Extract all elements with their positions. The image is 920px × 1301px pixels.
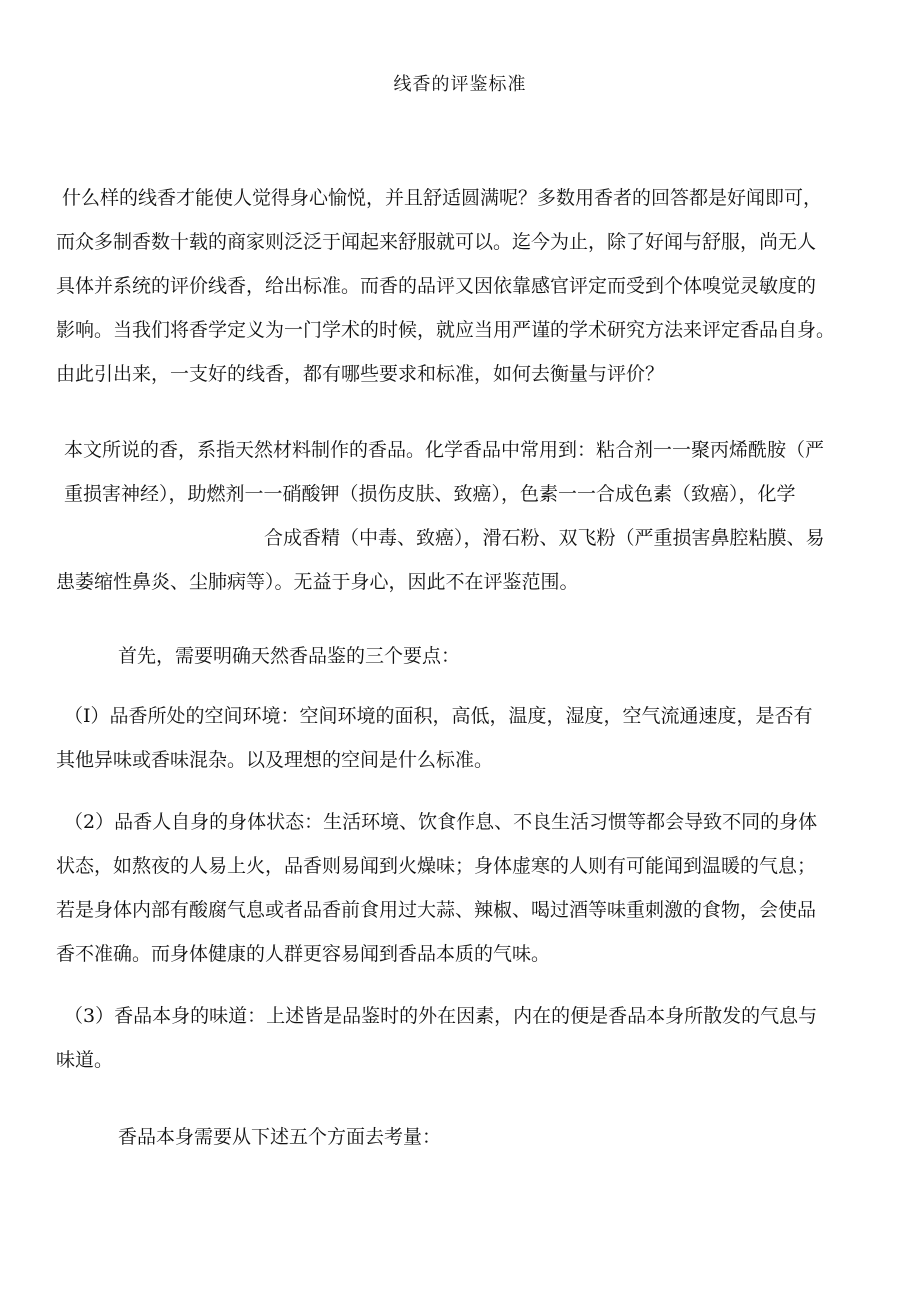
point-3-line: （3）香品本身的味道：上述皆是品鉴时的外在因素，内在的便是香品本身所散发的气息与 [64, 1005, 818, 1027]
first-paragraph [118, 634, 460, 678]
intro-line: 具体并系统的评价线香，给出标准。而香的品评又因依靠感官评定而受到个体嗅觉灵敏度的 [56, 275, 817, 297]
point-2-line: 香不准确。而身体健康的人群更容易闻到香品本质的气味。 [56, 943, 551, 965]
intro-line: 什么样的线香才能使人觉得身心愉悦，并且舒适圆满呢？多数用香者的回答都是好闻即可， [62, 187, 823, 209]
point-1-line: （I）品香所处的空间环境：空间环境的面积，高低，温度，湿度，空气流通速度，是否有 [64, 705, 813, 727]
point-2-line: 若是身体内部有酸腐气息或者品香前食用过大蒜、辣椒、喝过酒等味重刺激的食物，会使品 [56, 899, 817, 921]
intro-line: 影响。当我们将香学定义为一门学术的时候，就应当用严谨的学术研究方法来评定香品自身。 [56, 319, 836, 341]
point-2-line: （2）品香人自身的身体状态：生活环境、饮食作息、不良生活习惯等都会导致不同的身体 [64, 811, 818, 833]
point-2-line: 状态，如熬夜的人易上火，品香则易闻到火燥味；身体虚寒的人则有可能闻到温暖的气息； [56, 855, 817, 877]
point-1-line: 其他异味或香味混杂。以及理想的空间是什么标准。 [56, 749, 494, 771]
scope-line: 重损害神经），助燃剂一一硝酸钾（损伤皮肤、致癌），色素一一合成色素（致癌），化学 [64, 483, 796, 505]
scope-line: 本文所说的香，系指天然材料制作的香品。化学香品中常用到：粘合剂一一聚丙烯酰胺（严 [64, 439, 825, 461]
scope-paragraph [56, 428, 920, 604]
intro-line: 而众多制香数十载的商家则泛泛于闻起来舒服就可以。迄今为止，除了好闻与舒服，尚无人 [56, 231, 817, 253]
point-2-paragraph [56, 800, 818, 976]
point-3-paragraph [56, 994, 818, 1082]
intro-paragraph [56, 176, 836, 396]
point-1-paragraph [56, 694, 813, 782]
first-line: 首先，需要明确天然香品鉴的三个要点： [118, 645, 461, 667]
intro-line: 由此引出来，一支好的线香，都有哪些要求和标准，如何去衡量与评价？ [56, 363, 665, 385]
document-title: 线香的评鉴标准 [393, 74, 527, 95]
five-aspects-heading: 香品本身需要从下述五个方面去考量： [118, 1126, 442, 1148]
point-3-line: 味道。 [56, 1049, 114, 1071]
scope-line: 合成香精（中毒、致癌），滑石粉、双飞粉（严重损害鼻腔粘膜、易 [264, 527, 825, 549]
scope-line: 患萎缩性鼻炎、尘肺病等）。无益于身心，因此不在评鉴范围。 [56, 571, 579, 593]
